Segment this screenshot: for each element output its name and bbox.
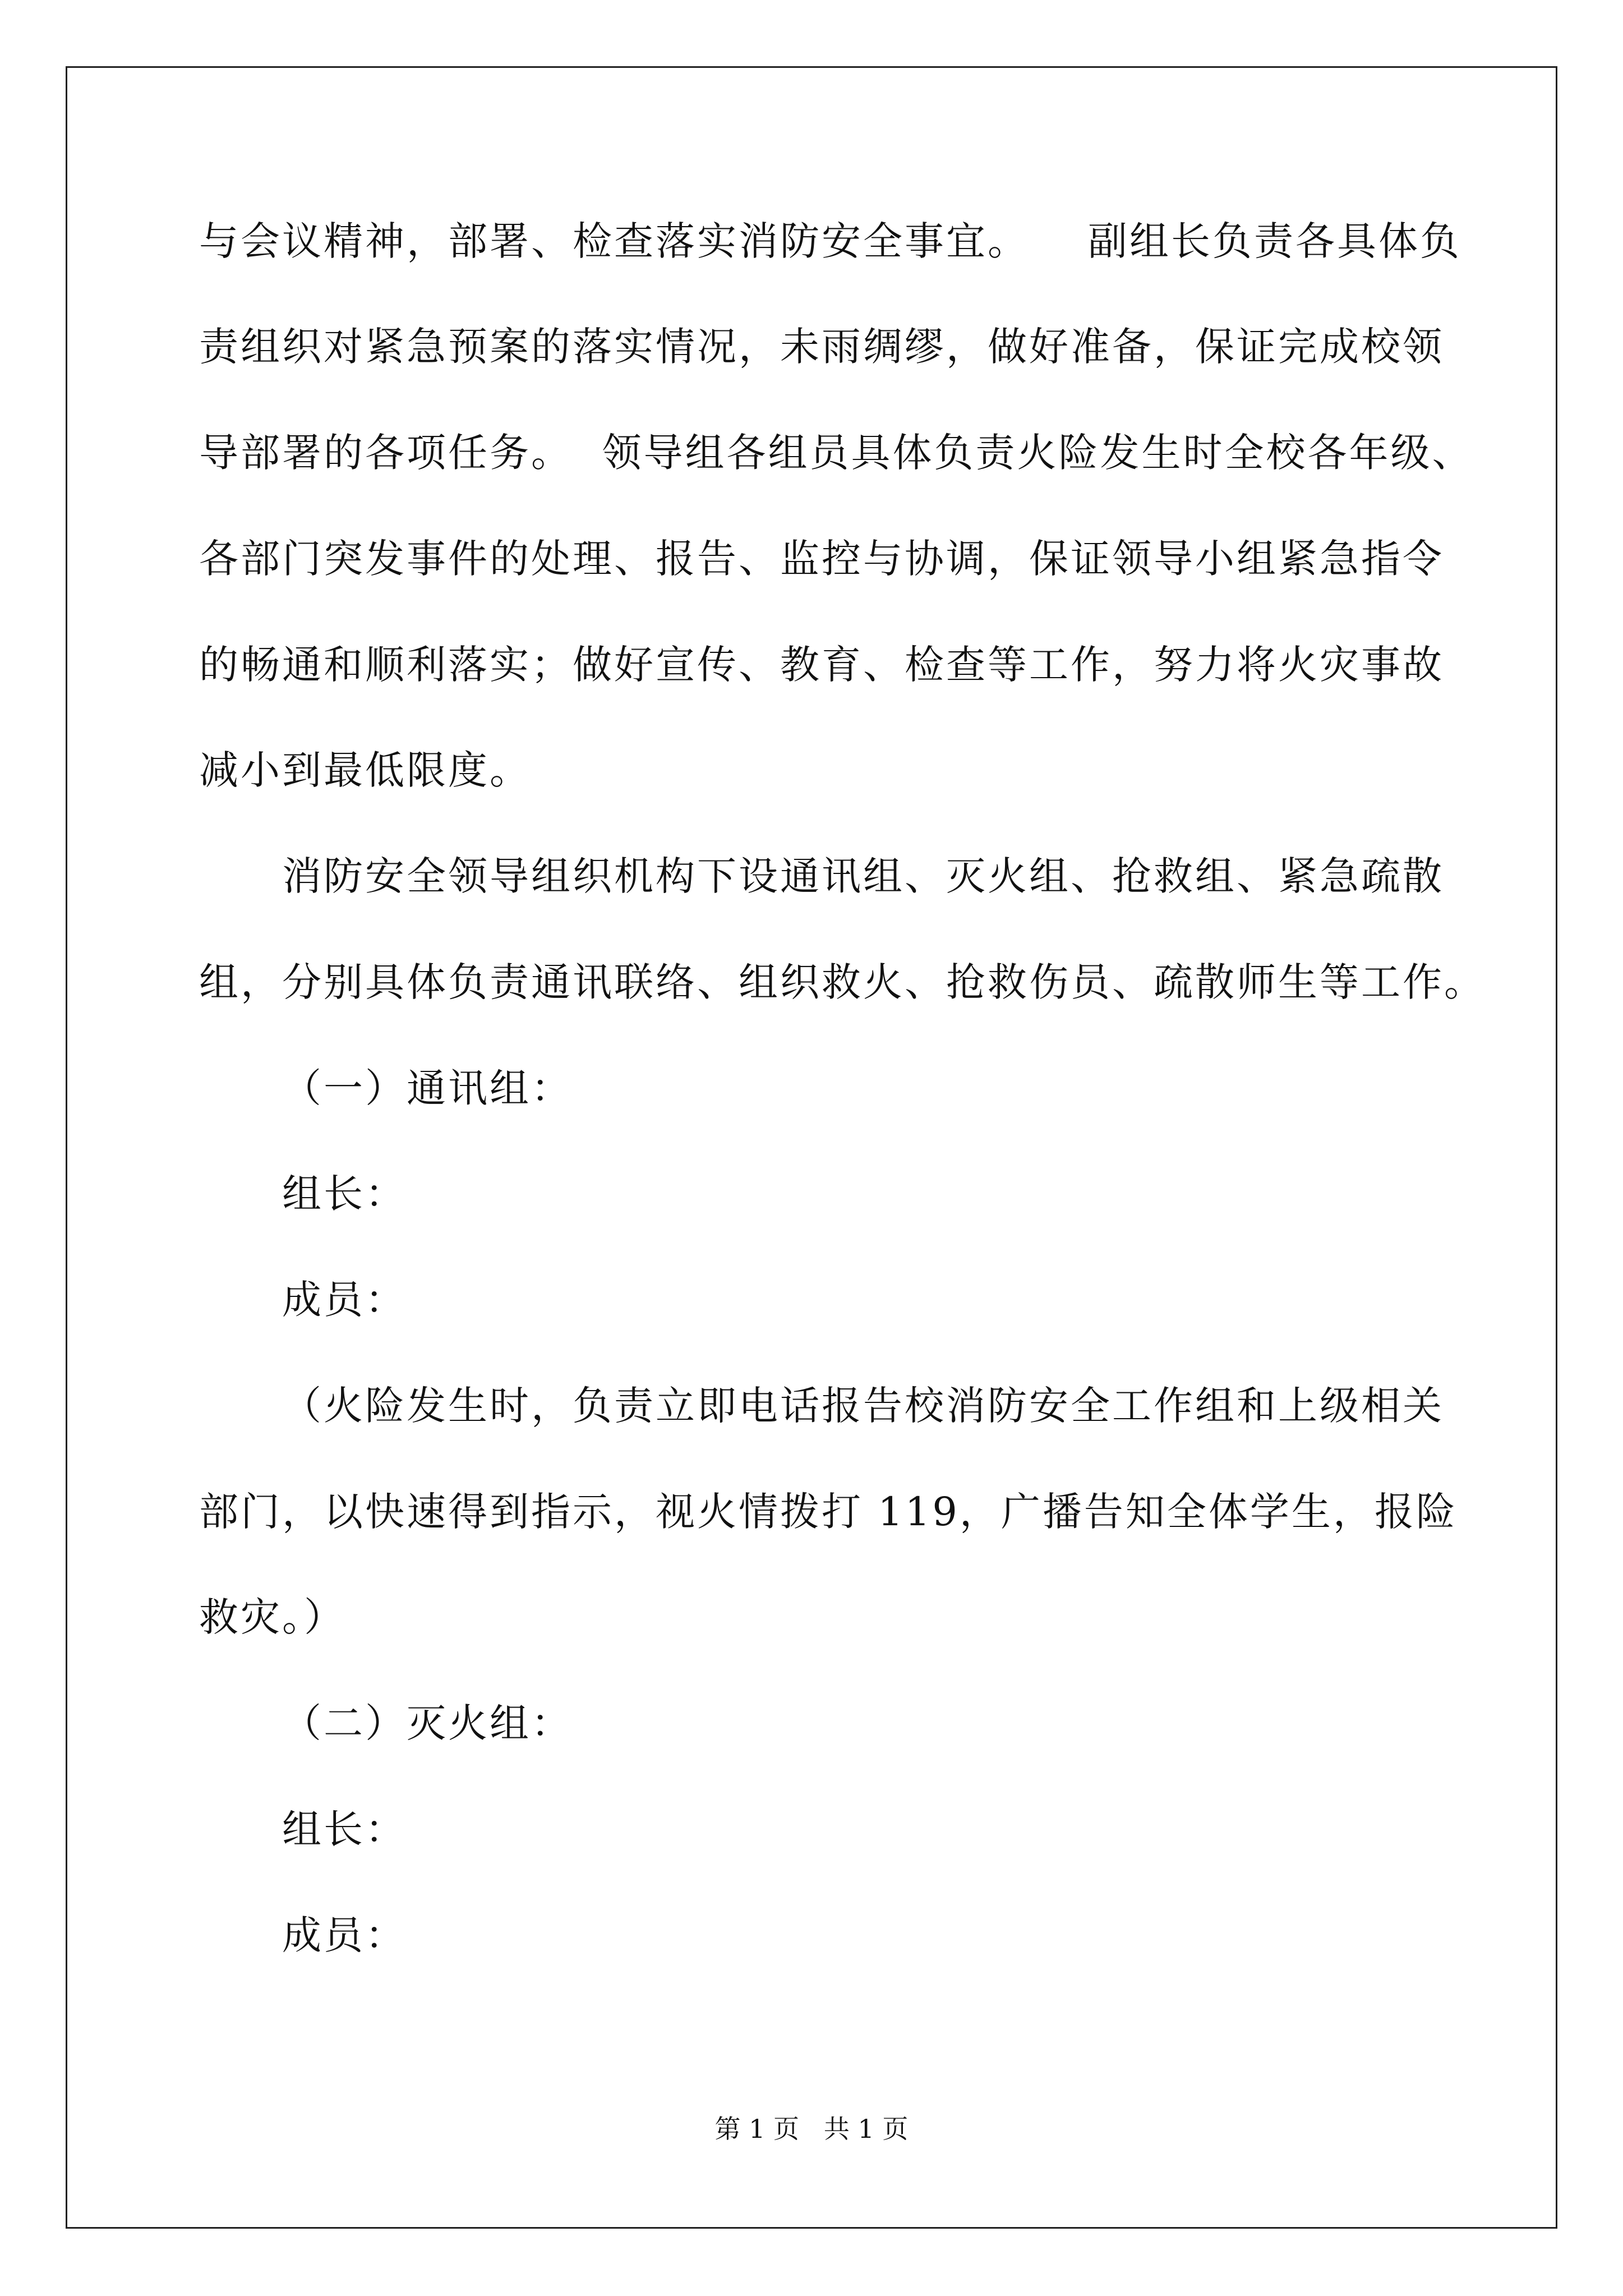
- page-border: [66, 66, 1557, 2229]
- text-line: 组，分别具体负责通讯联络、组织救火、抢救伤员、疏散师生等工作。: [199, 959, 1486, 1005]
- page-footer: 第 1 页 共 1 页: [714, 2114, 909, 2144]
- text-line: 部门，以快速得到指示，视火情拨打 119，广播告知全体学生，报险: [199, 1489, 1458, 1535]
- text-line: 成员：: [282, 1912, 407, 1958]
- section-heading: （二）灭火组：: [282, 1700, 573, 1746]
- text-line: 救灾。）: [199, 1594, 345, 1640]
- text-line: 责组织对紧急预案的落实情况，未雨绸缪，做好准备，保证完成校领: [199, 324, 1444, 370]
- text-line: （火险发生时，负责立即电话报告校消防安全工作组和上级相关: [282, 1383, 1444, 1429]
- text-line: 成员：: [282, 1277, 407, 1323]
- text-line: 与会议精神，部署、检查落实消防安全事宜。 副组长负责各具体负: [199, 218, 1462, 264]
- text-line: 的畅通和顺利落实；做好宣传、教育、检查等工作，努力将火灾事故: [199, 642, 1444, 688]
- text-line: 减小到最低限度。: [199, 747, 531, 793]
- text-line: 组长：: [282, 1806, 407, 1852]
- section-heading: （一）通讯组：: [282, 1065, 573, 1111]
- text-line: 导部署的各项任务。 领导组各组员具体负责火险发生时全校各年级、: [199, 430, 1474, 476]
- text-line: 组长：: [282, 1171, 407, 1217]
- text-line: 消防安全领导组织机构下设通讯组、灭火组、抢救组、紧急疏散: [282, 853, 1444, 899]
- text-line: 各部门突发事件的处理、报告、监控与协调，保证领导小组紧急指令: [199, 536, 1444, 582]
